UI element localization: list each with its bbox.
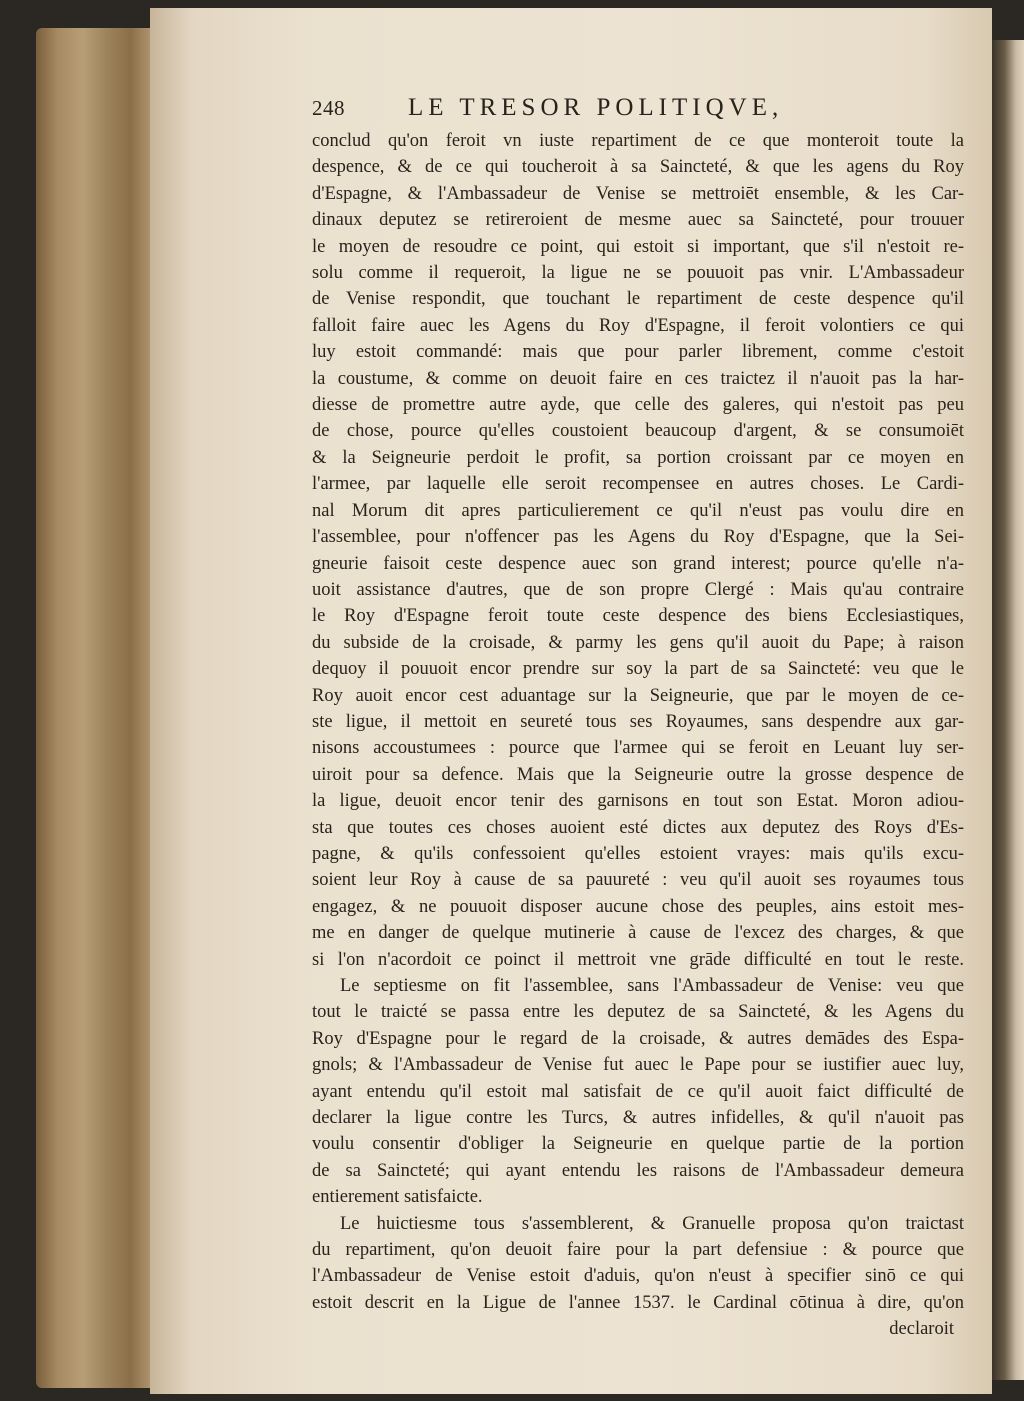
text-line: dinaux deputez se retireroient de mesme auec sa Saincteté, pour trouuer (312, 210, 964, 231)
text-line: falloit faire auec les Agens du Roy d'Espagne, il feroit volontiers ce qui (312, 315, 964, 336)
text-line: gneurie faisoit ceste despence auec son grand interest; pource qu'elle n'a- (312, 553, 964, 574)
text-line: nisons accoustumees : pource que l'armee qui se feroit en Leuant luy ser- (312, 738, 964, 759)
text-line: gnols; & l'Ambassadeur de Venise fut auec le Pape pour se iustifier auec luy, (312, 1055, 964, 1076)
running-title: LE TRESOR POLITIQVE, (408, 94, 784, 121)
text-line: Roy auoit encor cest aduantage sur la Seigneurie, que par le moyen de ce- (312, 685, 964, 706)
text-line: Le septiesme on fit l'assemblee, sans l'Ambassadeur de Venise: veu que (340, 976, 964, 996)
text-line: ayant entendu qu'il estoit mal satisfait de ce qu'il auoit faict difficulté de (312, 1081, 964, 1102)
text-line: Le huictiesme tous s'assemblerent, & Granuelle proposa qu'on traictast (340, 1213, 964, 1234)
text-line: dequoy il pouuoit encor prendre sur soy la part de sa Saincteté: veu que le (312, 659, 964, 680)
text-line: de sa Saincteté; qui ayant entendu les raisons de l'Ambassadeur demeura (312, 1160, 964, 1181)
text-line: sta que toutes ces choses auoient esté dictes aux deputez des Roys d'Es- (312, 817, 964, 838)
text-line: l'assemblee, pour n'offencer pas les Agens du Roy d'Espagne, que la Sei- (312, 527, 964, 548)
text-line: de chose, pource qu'elles coustoient beaucoup d'argent, & se consumoiēt (312, 421, 964, 442)
text-line: Roy d'Espagne pour le regard de la croisade, & autres demādes des Espa- (312, 1028, 964, 1049)
text-line: uoit assistance d'autres, que de son propre Clergé : Mais qu'au contraire (312, 579, 964, 600)
text-line: engagez, & ne pouuoit disposer aucune chose des peuples, ains estoit mes- (312, 896, 964, 917)
text-line: d'Espagne, & l'Ambassadeur de Venise se mettroiēt ensemble, & les Car- (312, 183, 964, 204)
text-line: ste ligue, il mettoit en seureté tous ses Royaumes, sans despendre aux gar- (312, 711, 964, 732)
text-line: tout le traicté se passa entre les deputez de sa Saincteté, & les Agens du (312, 1002, 964, 1023)
running-head (312, 94, 964, 128)
text-line: despence, & de ce qui toucheroit à sa Saincteté, & que les agens du Roy (312, 157, 964, 178)
text-line: voulu consentir d'obliger la Seigneurie en quelque partie de la portion (312, 1134, 964, 1155)
text-line: du repartiment, qu'on deuoit faire pour la part defensiue : & pource que (312, 1240, 964, 1261)
text-line: la coustume, & comme on deuoit faire en ces traictez il n'auoit pas la har- (312, 368, 964, 389)
text-line: nal Morum dit apres particulierement ce qu'il n'eust pas voulu dire en (312, 500, 964, 521)
text-line: luy estoit commandé: mais que pour parler librement, comme c'estoit (312, 342, 964, 363)
text-line: estoit descrit en la Ligue de l'annee 1537. le Cardinal cōtinua à dire, qu'on (312, 1292, 964, 1313)
text-line: de Venise respondit, que touchant le repartiment de ceste despence qu'il (312, 289, 964, 310)
page-text-block (312, 94, 964, 1342)
text-line: entierement satisfaicte. (312, 1187, 483, 1208)
text-line: declarer la ligue contre les Turcs, & autres infidelles, & qu'il n'auoit pas (312, 1108, 964, 1129)
text-line: solu comme il requeroit, la ligue ne se pouuoit pas vnir. L'Ambassadeur (312, 263, 964, 284)
book-edge-right (992, 40, 1024, 1380)
body-text (312, 128, 964, 1316)
page-number: 248 (312, 96, 345, 120)
book-edge-left (36, 28, 154, 1388)
text-line: me en danger de quelque mutinerie à cause de l'excez des charges, & que (312, 923, 964, 944)
catchword: declaroit (889, 1319, 954, 1340)
text-line: l'Ambassadeur de Venise estoit d'aduis, qu'on n'eust à specifier sinō ce qui (312, 1266, 964, 1287)
text-line: l'armee, par laquelle elle seroit recompensee en autres choses. Le Cardi- (312, 474, 964, 495)
text-line: pagne, & qu'ils confessoient qu'elles estoient vrayes: mais qu'ils excu- (312, 843, 964, 864)
text-line: si l'on n'acordoit ce poinct il mettroit vne grāde difficulté en tout le reste. (312, 949, 964, 970)
text-line: soient leur Roy à cause de sa pauureté : veu qu'il auoit ses royaumes tous (312, 870, 964, 891)
text-line: uiroit pour sa defence. Mais que la Seigneurie outre la grosse despence de (312, 764, 964, 785)
text-line: diesse de promettre autre ayde, que celle des galeres, qui n'estoit pas peu (312, 395, 964, 416)
text-line: la ligue, deuoit encor tenir des garnisons en tout son Estat. Moron adiou- (312, 791, 964, 812)
text-line: conclud qu'on feroit vn iuste repartiment de ce que monteroit toute la (312, 131, 964, 151)
text-line: le Roy d'Espagne feroit toute ceste despence des biens Ecclesiastiques, (312, 606, 964, 627)
text-line: du subside de la croisade, & parmy les gens qu'il auoit du Pape; à raison (312, 632, 964, 653)
text-line: le moyen de resoudre ce point, qui estoit si important, que s'il n'estoit re- (312, 236, 964, 257)
text-line: & la Seigneurie perdoit le profit, sa portion croissant par ce moyen en (312, 447, 964, 468)
